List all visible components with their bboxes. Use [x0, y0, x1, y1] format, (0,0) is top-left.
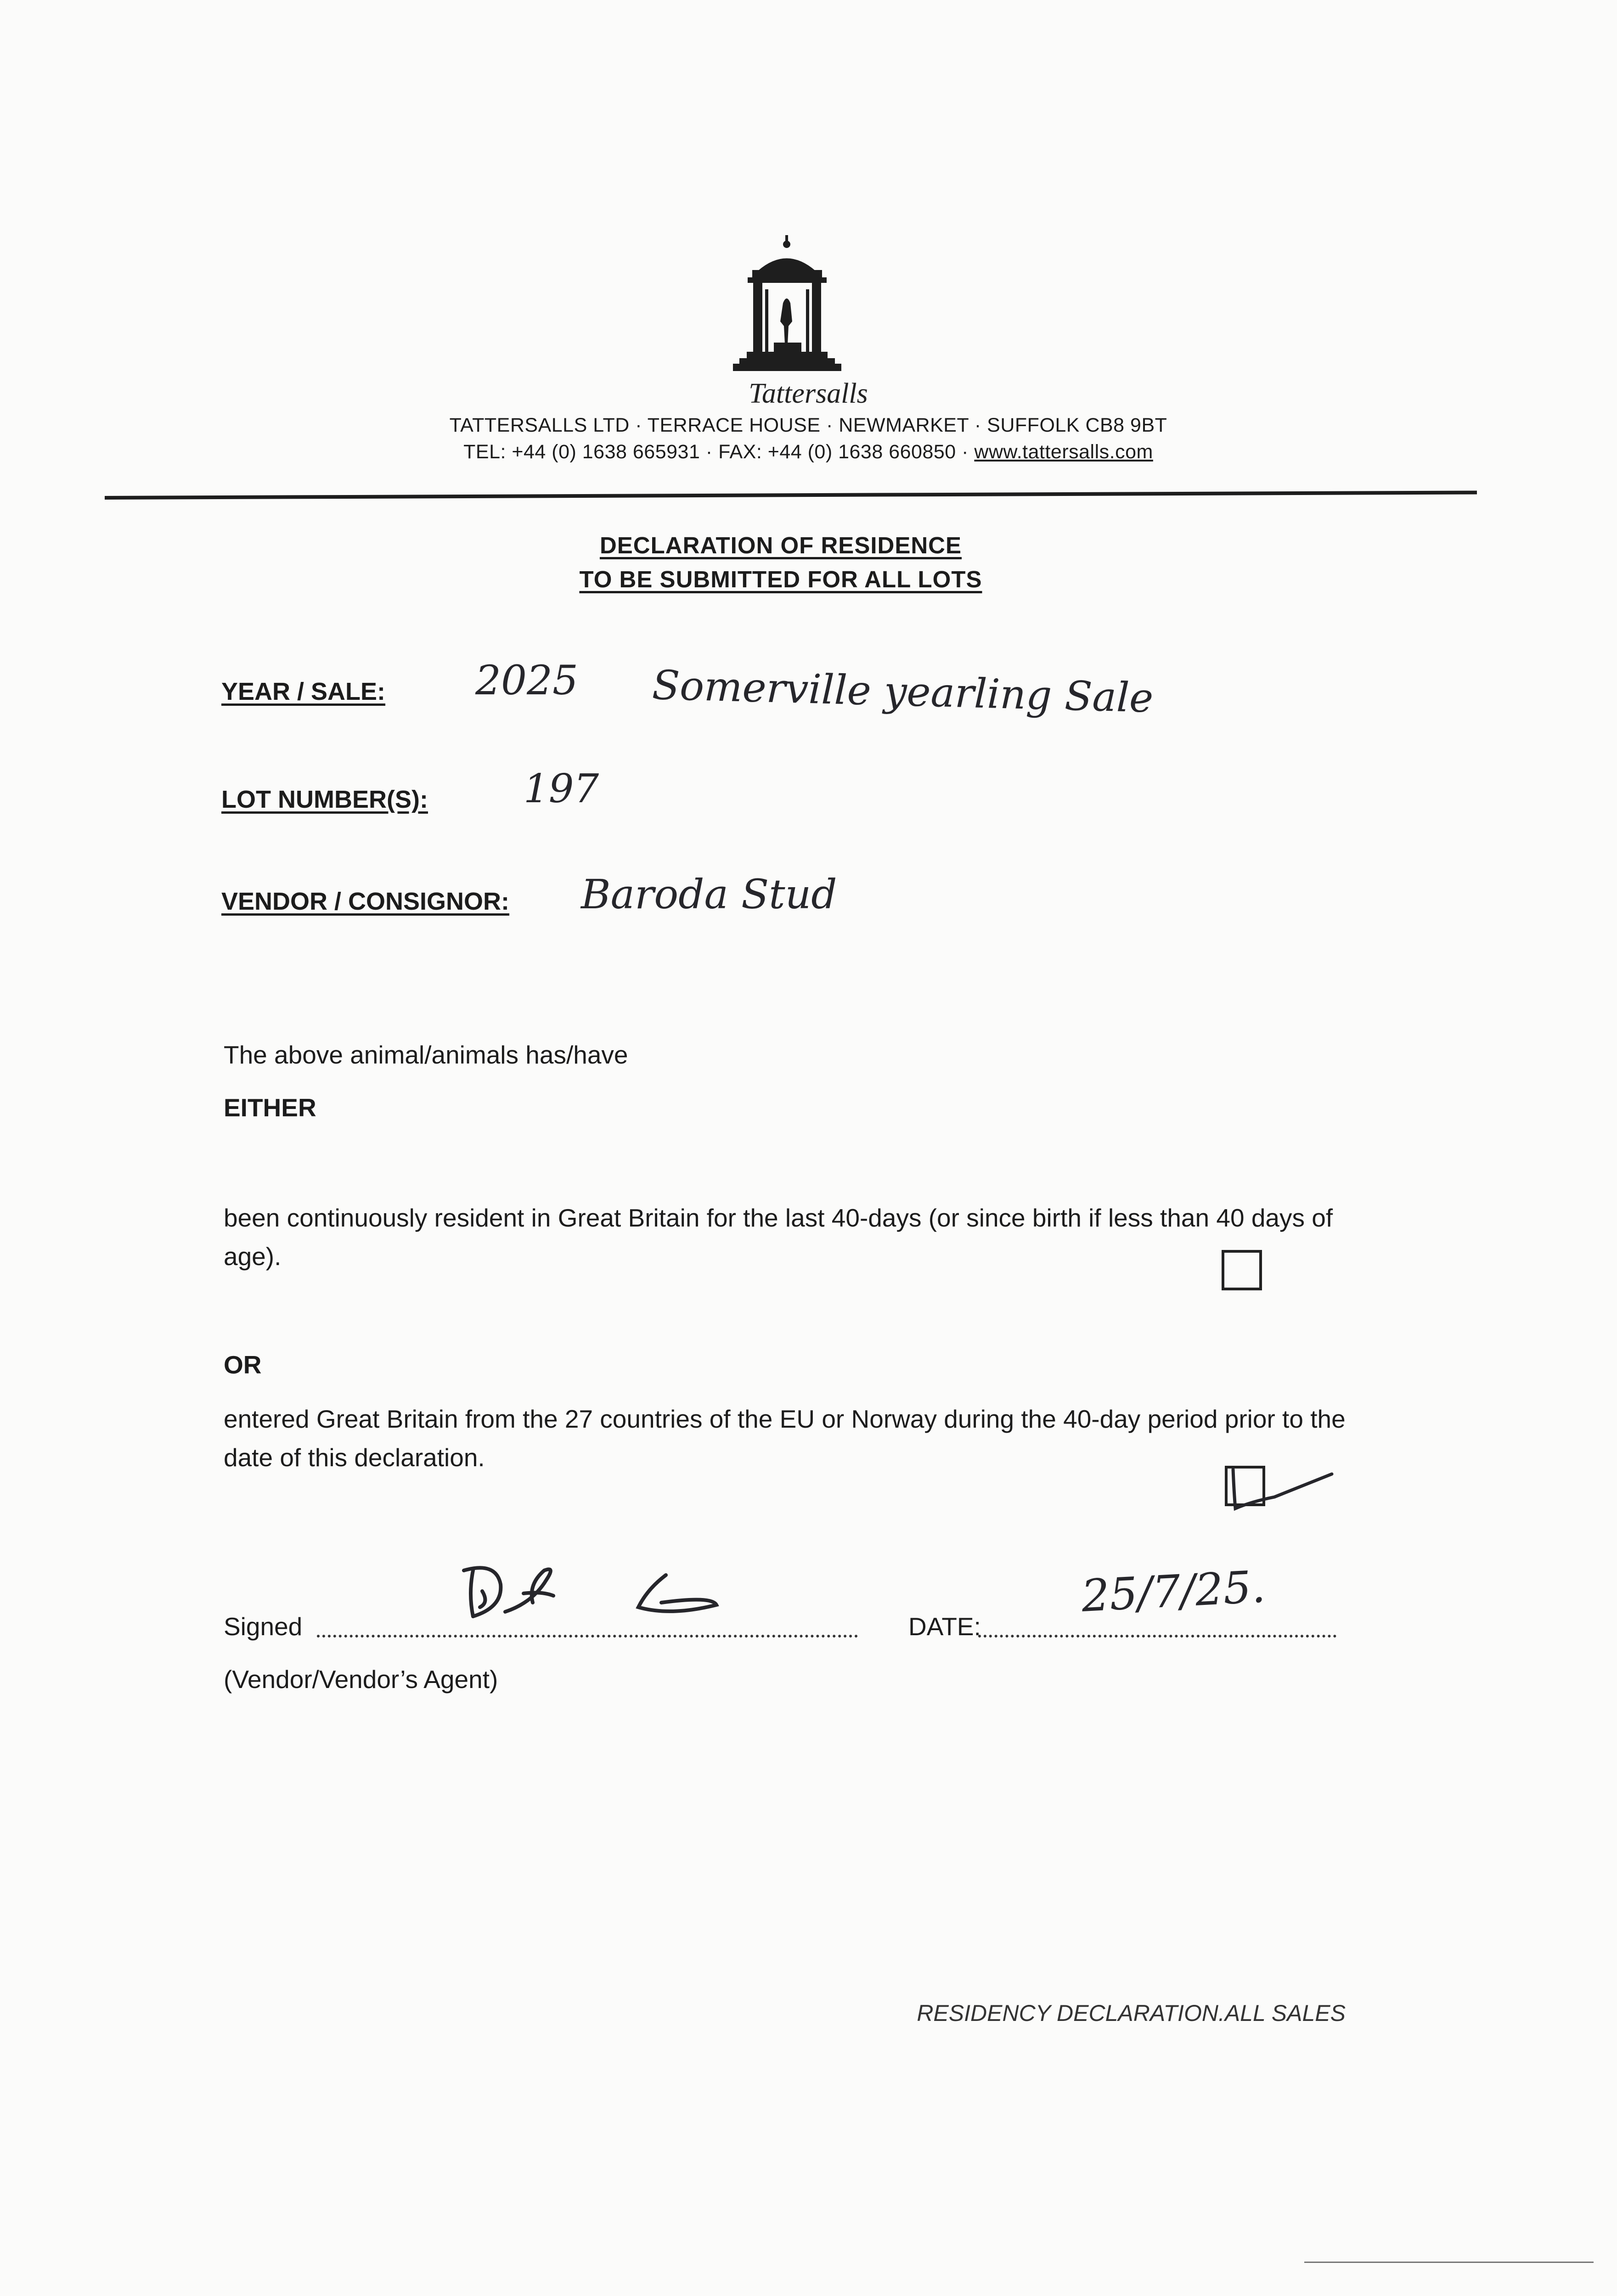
or-heading: OR: [224, 1351, 262, 1379]
website-link[interactable]: www.tattersalls.com: [974, 441, 1153, 463]
vendor-label: VENDOR / CONSIGNOR:: [221, 888, 510, 915]
signer-role: (Vendor/Vendor’s Agent): [224, 1665, 498, 1694]
date-value[interactable]: 25/7/25.: [1080, 1561, 1267, 1622]
either-heading: EITHER: [224, 1093, 316, 1122]
tattersalls-logo: [721, 234, 854, 381]
sale-name-value[interactable]: Somerville yearling Sale: [651, 661, 1154, 722]
company-contact: [276, 441, 1341, 463]
signed-label: Signed: [224, 1612, 303, 1641]
option-resident-text: been continuously resident in Great Britain for the last 40-days (or since birth if less than 40 days of age).: [224, 1204, 1333, 1271]
year-sale-label: YEAR / SALE:: [221, 678, 386, 705]
lot-number-label: LOT NUMBER(S):: [221, 786, 428, 813]
bottom-rule: [1304, 2262, 1594, 2263]
option-resident-checkbox[interactable]: [1222, 1250, 1262, 1290]
checkmark-icon: [1219, 1446, 1339, 1515]
handwritten-signature: [455, 1552, 749, 1635]
vendor-value[interactable]: Baroda Stud: [581, 871, 837, 918]
form-subtitle: TO BE SUBMITTED FOR ALL LOTS: [579, 566, 982, 592]
contact-phone-fax: TEL: +44 (0) 1638 665931 · FAX: +44 (0) 1638 660850 ·: [463, 441, 975, 463]
form-footer: RESIDENCY DECLARATION.ALL SALES: [917, 2000, 1346, 2026]
form-title: DECLARATION OF RESIDENCE: [599, 532, 962, 558]
date-line[interactable]: [978, 1635, 1336, 1638]
date-label: DATE:: [908, 1612, 981, 1641]
brand-wordmark: Tattersalls: [749, 378, 868, 409]
letterhead-rule: [105, 491, 1477, 500]
lot-number-value[interactable]: 197: [524, 766, 599, 812]
declaration-intro: The above animal/animals has/have: [224, 1041, 628, 1069]
company-address: TATTERSALLS LTD · TERRACE HOUSE · NEWMARKET · SUFFOLK CB8 9BT: [449, 414, 1167, 436]
signature-line[interactable]: [317, 1635, 858, 1638]
year-value[interactable]: 2025: [475, 657, 578, 704]
option-entered-text: entered Great Britain from the 27 countries of the EU or Norway during the 40-day period prior to the date of this declaration.: [224, 1405, 1346, 1472]
